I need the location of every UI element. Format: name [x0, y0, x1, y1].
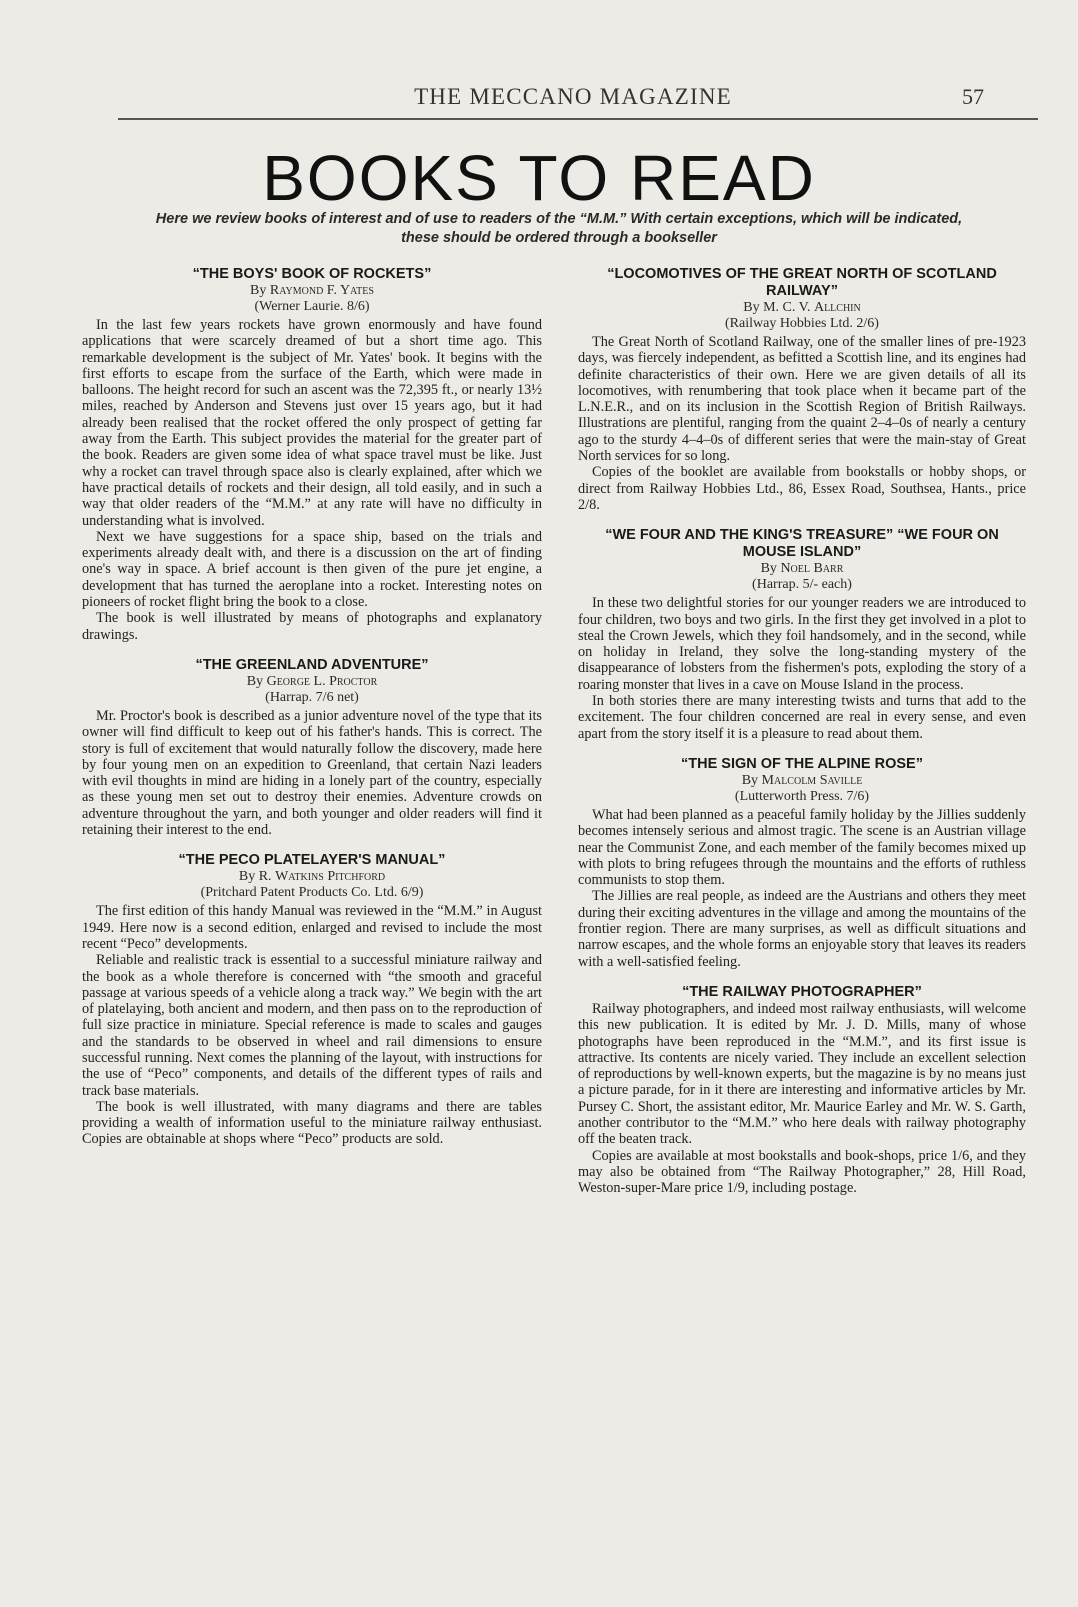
review-byline	[578, 773, 1026, 789]
review-author: Raymond F. Yates	[269, 283, 374, 298]
review-publisher: (Harrap. 5/- each)	[752, 577, 852, 593]
review-paragraph: The Jillies are real people, as indeed are the Austrians and others they meet during their exciting adventures in the village and among the mountains of the frontier region. There are many surprises, as well as difficult situations and narrow escapes, and the whole forms an enjoyable story that leaves its readers with a well-satisfied feeling.	[578, 888, 1026, 970]
review-publisher: (Werner Laurie. 8/6)	[254, 299, 370, 314]
header-rule	[118, 118, 1038, 120]
review-body	[82, 317, 542, 643]
review-paragraph: Reliable and realistic track is essential to a successful miniature railway and the book as a whole therefore is concerned with “the smooth and graceful passage at various speeds of a vehicle along a track way.” We begin with the art of platelaying, both ancient and modern, and then pass on to the reproduction of full size practice in miniature. Special reference is made to scales and gauges and the standards to be observed in wheel and rail dimensions to ensure successful running. Next comes the planning of the layout, with instructions for the use of “Peco” components, and details of the different types of rails and track base materials.	[82, 952, 542, 1099]
right-column	[578, 266, 1026, 1210]
review-title: “THE RAILWAY PHOTOGRAPHER”	[682, 983, 922, 1000]
review-body	[578, 595, 1026, 742]
running-head	[118, 84, 1028, 112]
byline-prefix: By R.	[238, 869, 276, 885]
book-review	[82, 852, 542, 1147]
review-body	[578, 334, 1026, 513]
review-paragraph: Next we have suggestions for a space ship, based on the trials and experiments already dealt with, and there is a discussion on the art of finding one's way in space. A brief account is then given of the pure jet engine, a development that has turned the aeroplane into a rocket. Interesting notes on pioneers of rocket flight bring the book to a close.	[82, 528, 542, 611]
review-body	[578, 1001, 1026, 1197]
review-body	[82, 708, 542, 838]
review-author: Allchin	[813, 300, 861, 315]
review-paragraph: Mr. Proctor's book is described as a junior adventure novel of the type that its owner will find difficult to keep out of his father's hands. This is correct. The story is full of excitement that would naturally follow the discovery, made here by four young men on an expedition to Greenland, that certain Nazi leaders with evil thoughts in mind are hiding in a lonely part of the country, especially as these young men set out to destroy their enemies. Adventure crowds on adventure throughout the yarn, and both younger and older readers will find it retaining their interest to the end.	[82, 707, 542, 839]
byline-prefix: By	[760, 561, 781, 577]
review-paragraph: Copies are available at most bookstalls and book-shops, price 1/6, and they may also be obtained from “The Railway Photographer,” 28, Hill Road, Weston-super-Mare price 1/9, including postage.	[578, 1147, 1026, 1197]
review-byline	[82, 674, 542, 690]
page-number: 57	[962, 84, 984, 109]
magazine-title: THE MECCANO MAGAZINE	[414, 84, 732, 109]
review-paragraph: In both stories there are many interesting twists and turns that add to the excitement. The four children concerned are real in every sense, and even apart from the story itself it is a pleasure to read about them.	[578, 693, 1026, 742]
review-paragraph: What had been planned as a peaceful family holiday by the Jillies suddenly becomes intensely serious and almost tragic. The scene is an Austrian village near the Communist Zone, and each member of the family becomes mixed up with plots to bring refugees through the mountains and the efforts of ruthless communists to stop them.	[578, 806, 1026, 889]
byline-prefix: By	[246, 673, 267, 689]
page-title: BOOKS TO READ	[262, 142, 816, 214]
book-review	[82, 266, 542, 643]
review-title: “LOCOMOTIVES OF THE GREAT NORTH OF SCOTLAND RAILWAY”	[607, 266, 997, 299]
intro-text: Here we review books of interest and of use to readers of the “M.M.” With certain exceptions, which will be indicated, these should be ordered through a bookseller	[155, 211, 963, 246]
review-byline	[578, 561, 1026, 577]
book-review	[578, 756, 1026, 970]
review-paragraph: The first edition of this handy Manual was reviewed in the “M.M.” in August 1949. Here now is a second edition, enlarged and revised to include the most recent “Peco” developments.	[82, 903, 542, 952]
review-paragraph: Copies of the booklet are available from bookstalls or hobby shops, or direct from Railway Hobbies Ltd., 86, Essex Road, Southsea, Hants., price 2/8.	[578, 464, 1026, 513]
review-body	[82, 903, 542, 1147]
review-paragraph: The book is well illustrated by means of photographs and explanatory drawings.	[82, 610, 542, 643]
review-byline	[82, 869, 542, 885]
review-publisher: (Lutterworth Press. 7/6)	[734, 788, 870, 804]
byline-prefix: By M. C. V.	[743, 300, 814, 315]
review-publisher: (Pritchard Patent Products Co. Ltd. 6/9)	[200, 885, 424, 901]
left-column	[82, 266, 542, 1162]
review-author: Malcolm Saville	[761, 772, 863, 788]
review-title: “THE GREENLAND ADVENTURE”	[195, 656, 429, 673]
byline-prefix: By	[741, 772, 762, 788]
review-paragraph: The Great North of Scotland Railway, one of the smaller lines of pre-1923 days, was fiercely independent, as befitted a Scottish line, and its engines had definite characteristics of their own. Here we are given details of all its locomotives, with renumbering that took place when it became part of the L.N.E.R., and on its inclusion in the Scottish Region of British Railways. Illustrations are plentiful, ranging from the quaint 2–4–0s of nearly a century ago to the sturdy 4–4–0s of different series that were the main-stay of Great North services for so long.	[578, 334, 1026, 465]
book-review	[82, 657, 542, 838]
review-title: “THE PECO PLATELAYER'S MANUAL”	[178, 852, 446, 869]
review-title: “WE FOUR AND THE KING'S TREASURE” “WE FOUR ON MOUSE ISLAND”	[605, 527, 999, 561]
review-publisher: (Railway Hobbies Ltd. 2/6)	[725, 316, 879, 331]
review-body	[578, 807, 1026, 970]
byline-prefix: By	[250, 283, 270, 298]
review-title: “THE SIGN OF THE ALPINE ROSE”	[681, 755, 923, 772]
book-review	[578, 527, 1026, 742]
review-author: Watkins Pitchford	[275, 869, 386, 885]
review-title: “THE BOYS' BOOK OF ROCKETS”	[192, 266, 432, 282]
review-paragraph: The book is well illustrated, with many diagrams and there are tables providing a wealth of information useful to the miniature railway enthusiast. Copies are obtainable at shops where “Peco” products are sold.	[82, 1098, 542, 1148]
review-paragraph: Railway photographers, and indeed most railway enthusiasts, will welcome this new publication. It is edited by Mr. J. D. Mills, many of whose photographs have been reproduced in the “M.M.”, and its first issue is attractive. Its contents are nicely varied. They include an excellent selection of reproductions by well-known experts, but the magazine is by no means just a picture parade, for in it there are interesting and informative articles by Mr. Pursey C. Short, the assistant editor, Mr. Maurice Earley and Mr. W. S. Garth, another contributor to the “M.M.” who here deals with railway photography off the beaten track.	[578, 1000, 1026, 1148]
review-author: Noel Barr	[780, 561, 844, 577]
book-review	[578, 984, 1026, 1197]
review-byline	[578, 300, 1026, 316]
review-paragraph: In the last few years rockets have grown enormously and have found applications that were scarcely dreamed of but a short time ago. This remarkable development is the subject of Mr. Yates' book. It begins with the first efforts to escape from the surface of the Earth, which were made in balloons. The height record for such an ascent was the 72,395 ft., or nearly 13½ miles, reached by Anderson and Stevens just over 15 years ago, but it had already been realised that the rocket offered the only prospect of getting far away from the Earth. This subject provides the material for the greater part of the book. Readers are given some idea of what space travel must be like. Just why a rocket can travel through space also is clearly explained, after which we have practical details of rockets and their design, all told easily, and in such a way that older readers of the “M.M.” at any rate will have no difficulty in understanding what is involved.	[82, 317, 542, 529]
book-review	[578, 266, 1026, 513]
review-publisher: (Harrap. 7/6 net)	[265, 689, 359, 705]
review-author: George L. Proctor	[266, 673, 378, 689]
review-paragraph: In these two delightful stories for our younger readers we are introduced to four children, two boys and two girls. In the first they get involved in a plot to steal the Crown Jewels, which they foil handsomely, and in the second, while on holiday in Ireland, they solve the long-standing mystery of the disappearance of lobsters from the fishermen's pots, exploding the story of a roaring monster that lives in a cave on Mouse Island in the process.	[578, 595, 1026, 693]
review-byline	[82, 283, 542, 299]
